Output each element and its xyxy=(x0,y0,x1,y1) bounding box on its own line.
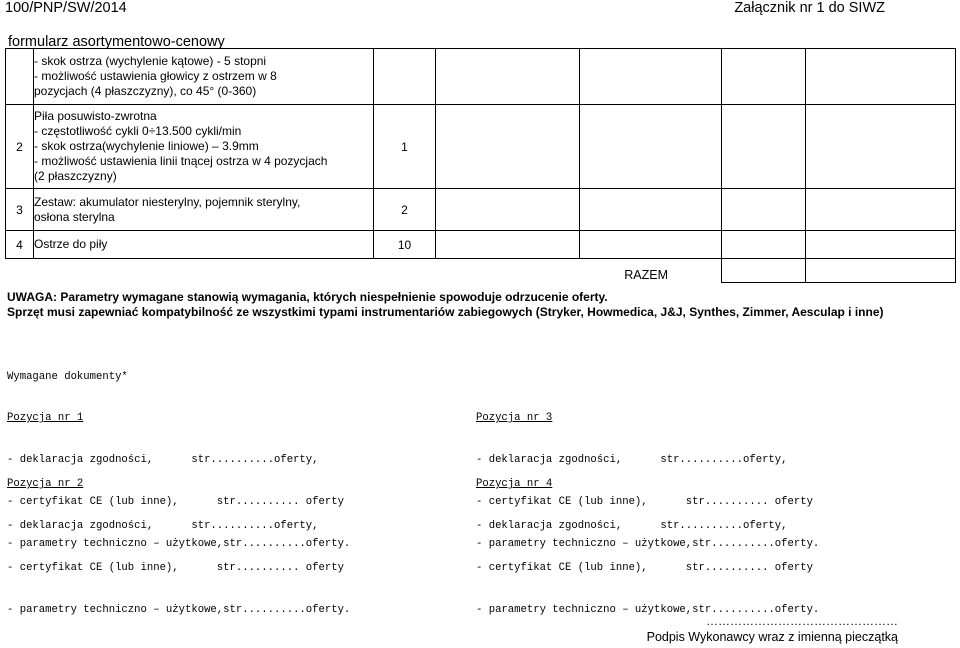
empty-cell xyxy=(580,231,722,259)
warning-line: UWAGA: Parametry wymagane stanowią wymagania, których niespełnienie spowoduje odrzucenie oferty. xyxy=(7,290,608,304)
warning-line: Sprzęt musi zapewniać kompatybilność ze wszystkimi typami instrumentariów zabiegowych (Stryker, Howmedica, J&J, Synthes, Zimmer, Aesculap i inne) xyxy=(7,305,884,319)
form-title: formularz asortymentowo-cenowy xyxy=(8,34,225,50)
row-quantity: 10 xyxy=(374,231,436,259)
empty-cell xyxy=(806,105,956,189)
empty-cell xyxy=(436,231,580,259)
empty-cell xyxy=(722,189,806,231)
document-line: - certyfikat CE (lub inne), str.......... oferty xyxy=(476,562,813,574)
empty-cell xyxy=(806,189,956,231)
empty-cell xyxy=(436,49,580,105)
description-line: Ostrze do piły xyxy=(34,237,108,251)
description-line: Piła posuwisto-zwrotna xyxy=(34,109,157,123)
row-quantity: 1 xyxy=(374,105,436,189)
table-row xyxy=(6,49,956,105)
row-quantity: 2 xyxy=(374,189,436,231)
document-line: - certyfikat CE (lub inne), str.......... oferty xyxy=(7,562,344,574)
description-line: Zestaw: akumulator niesterylny, pojemnik sterylny, xyxy=(34,194,301,209)
document-line: - parametry techniczno – użytkowe,str..........oferty. xyxy=(476,604,820,616)
description-line: - skok ostrza(wychylenie liniowe) – 3.9mm xyxy=(34,139,259,153)
signature-line: ………………………………………… xyxy=(706,614,898,628)
empty-cell xyxy=(580,49,722,105)
description-line: pozycjach (4 płaszczyzny), co 45° (0-360) xyxy=(34,84,257,98)
row-description xyxy=(34,105,374,189)
position-label: Pozycja nr 3 xyxy=(476,412,553,424)
product-table xyxy=(5,48,956,283)
empty-cell xyxy=(806,49,956,105)
position-label: Pozycja nr 1 xyxy=(7,412,84,424)
empty-cell xyxy=(722,49,806,105)
document-line: - deklaracja zgodności, str..........oferty, xyxy=(7,454,319,466)
empty-cell xyxy=(6,259,722,283)
row-description xyxy=(34,231,374,259)
empty-cell xyxy=(806,231,956,259)
description-line: - możliwość ustawienia głowicy z ostrzem w 8 xyxy=(34,69,277,83)
document-line: - parametry techniczno – użytkowe,str..........oferty. xyxy=(476,538,820,550)
description-line: (2 płaszczyzny) xyxy=(34,169,117,183)
documents-block-4 xyxy=(476,449,819,631)
row-number: 3 xyxy=(6,189,34,231)
table-row xyxy=(6,231,956,259)
description-line: - skok ostrza (wychylenie kątowe) - 5 stopni xyxy=(34,54,267,68)
empty-cell xyxy=(722,231,806,259)
document-line: - parametry techniczno – użytkowe,str..........oferty. xyxy=(7,604,351,616)
document-line: - certyfikat CE (lub inne), str.......... oferty xyxy=(476,496,813,508)
signature-label: Podpis Wykonawcy wraz z imienną pieczątką xyxy=(646,630,898,644)
row-description xyxy=(34,189,374,231)
empty-cell xyxy=(436,105,580,189)
document-line: - deklaracja zgodności, str..........oferty, xyxy=(476,520,788,532)
position-label: Pozycja nr 2 xyxy=(7,478,84,490)
attachment-label: Załącznik nr 1 do SIWZ xyxy=(734,0,885,16)
row-description xyxy=(34,49,374,105)
table-row xyxy=(6,105,956,189)
row-quantity xyxy=(374,49,436,105)
document-line: - parametry techniczno – użytkowe,str..........oferty. xyxy=(7,538,351,550)
position-label: Pozycja nr 4 xyxy=(476,478,553,490)
document-line: - deklaracja zgodności, str..........oferty, xyxy=(7,520,319,532)
warning-text xyxy=(7,290,952,320)
description-line: - możliwość ustawienia linii tnącej ostrza w 4 pozycjach xyxy=(34,154,328,168)
table-row-total xyxy=(6,259,956,283)
empty-cell xyxy=(580,105,722,189)
total-cell xyxy=(806,259,956,283)
table-row xyxy=(6,189,956,231)
empty-cell xyxy=(722,105,806,189)
document-line: - certyfikat CE (lub inne), str.......... oferty xyxy=(7,496,344,508)
row-number: 2 xyxy=(6,105,34,189)
row-number xyxy=(6,49,34,105)
documents-title: Wymagane dokumenty* xyxy=(7,371,128,383)
description-line: - częstotliwość cykli 0÷13.500 cykli/min xyxy=(34,124,242,138)
total-cell xyxy=(722,259,806,283)
documents-block-2 xyxy=(7,449,350,631)
empty-cell xyxy=(580,189,722,231)
empty-cell xyxy=(436,189,580,231)
document-number: 100/PNP/SW/2014 xyxy=(5,0,127,16)
total-label: RAZEM xyxy=(624,268,668,282)
description-line: osłona sterylna xyxy=(34,209,115,224)
document-line: - deklaracja zgodności, str..........oferty, xyxy=(476,454,788,466)
row-number: 4 xyxy=(6,231,34,259)
